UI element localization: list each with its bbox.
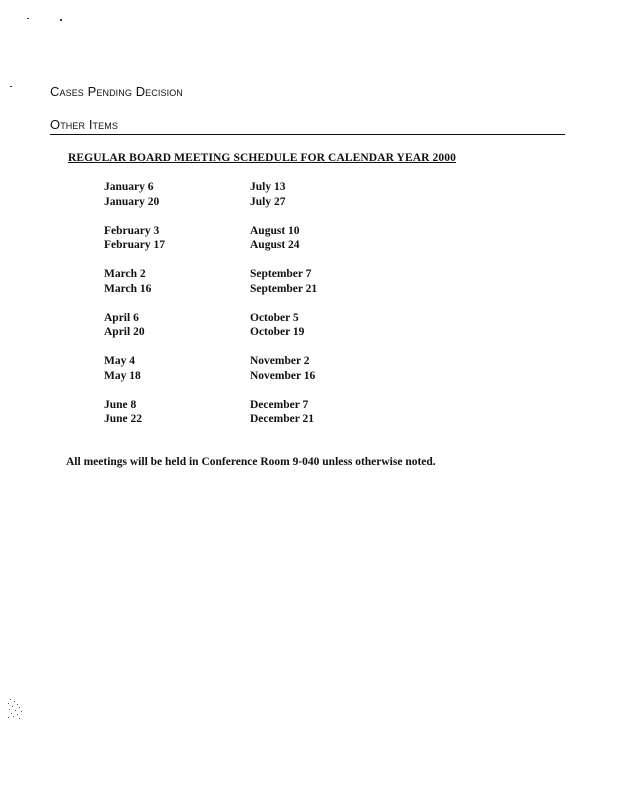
meeting-date-right: October 5 — [250, 312, 299, 324]
meeting-date-left: January 20 — [104, 196, 160, 208]
meeting-date-left: February 17 — [104, 239, 166, 251]
scan-speck — [10, 86, 12, 87]
meeting-date-right: July 27 — [250, 196, 286, 208]
meeting-date-right: December 21 — [250, 413, 314, 425]
section-heading-cases-pending: Cases Pending Decision — [50, 84, 183, 99]
schedule-title: REGULAR BOARD MEETING SCHEDULE FOR CALENDAR YEAR 2000 — [68, 152, 456, 164]
meeting-date-left: March 16 — [104, 283, 152, 295]
meeting-date-left: April 20 — [104, 326, 145, 338]
meeting-date-right: July 13 — [250, 181, 286, 193]
meeting-date-right: November 16 — [250, 370, 316, 382]
meeting-date-left: June 22 — [104, 413, 143, 425]
meeting-date-left: March 2 — [104, 268, 146, 280]
meeting-date-left: June 8 — [104, 399, 137, 411]
meeting-date-left: April 6 — [104, 312, 139, 324]
horizontal-rule — [50, 134, 565, 135]
meeting-date-right: September 7 — [250, 268, 312, 280]
section-heading-other-items: Other Items — [50, 117, 118, 132]
meeting-date-left: January 6 — [104, 181, 154, 193]
scan-speck — [27, 18, 29, 19]
meeting-date-left: May 18 — [104, 370, 141, 382]
meeting-date-right: August 10 — [250, 225, 300, 237]
scan-speck — [60, 19, 62, 21]
meeting-date-right: November 2 — [250, 355, 310, 367]
schedule-footnote: All meetings will be held in Conference Room 9-040 unless otherwise noted. — [66, 456, 436, 468]
meeting-date-right: October 19 — [250, 326, 305, 338]
meeting-date-right: September 21 — [250, 283, 318, 295]
meeting-date-right: August 24 — [250, 239, 300, 251]
scan-noise — [6, 698, 26, 722]
meeting-date-left: February 3 — [104, 225, 160, 237]
meeting-date-right: December 7 — [250, 399, 309, 411]
meeting-date-left: May 4 — [104, 355, 135, 367]
